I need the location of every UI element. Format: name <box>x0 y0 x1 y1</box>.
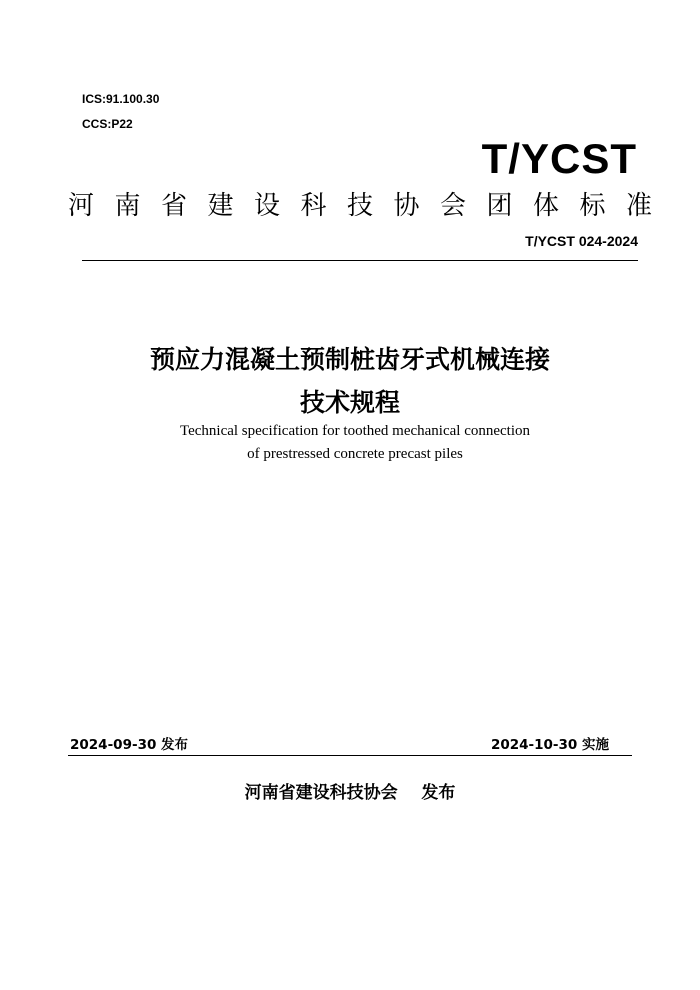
standard-number: T/YCST 024-2024 <box>525 233 638 249</box>
implementation-date: 2024-10-30 实施 <box>490 737 609 753</box>
bottom-divider <box>68 755 632 756</box>
standard-mark: T/YCST <box>481 135 637 182</box>
ccs-code: CCS:P22 <box>82 117 133 131</box>
title-cn-line1: 预应力混凝土预制桩齿牙式机械连接 <box>149 345 550 374</box>
publisher: 河南省建设科技协会 发布 <box>244 783 456 803</box>
issue-date: 2024-09-30 发布 <box>70 737 189 753</box>
title-en-line1: Technical specification for toothed mechanical connection <box>179 423 531 439</box>
title-cn-line2: 技术规程 <box>299 388 400 417</box>
title-en-line2: of prestressed concrete precast piles <box>247 446 463 462</box>
ics-code: ICS:91.100.30 <box>82 92 160 106</box>
organization-standard-title: 河南省建设科技协会团体标准 <box>68 191 673 221</box>
top-divider <box>82 260 638 261</box>
